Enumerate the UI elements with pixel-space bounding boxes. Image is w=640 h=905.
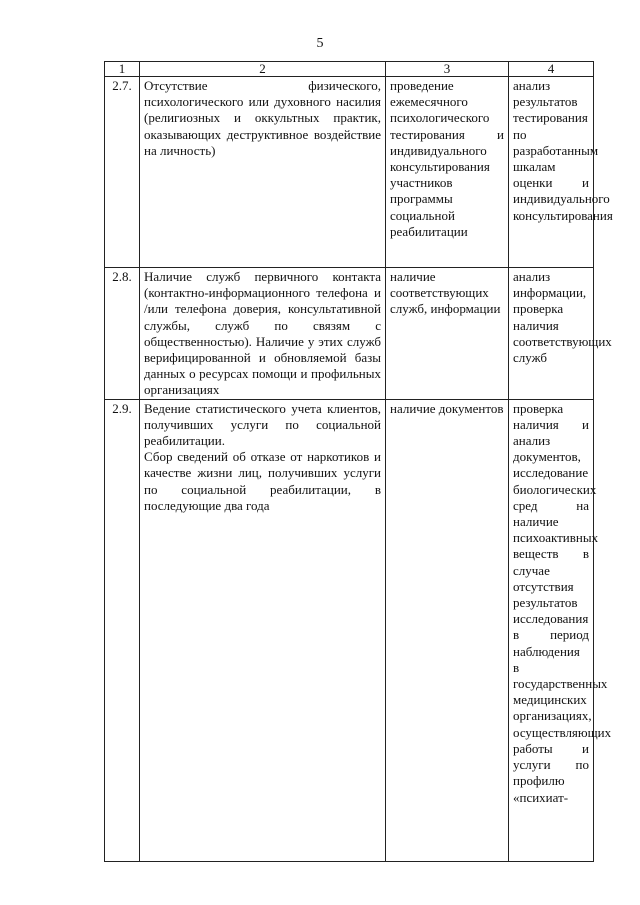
table-row (105, 77, 594, 268)
table-row (105, 399, 594, 861)
indicator-cell: проведение ежемесячного психологического тестирования и индивидуального консультирования участников программы социальной реабилитации (386, 77, 509, 268)
criteria-table (104, 61, 613, 862)
criterion-cell: Наличие служб первичного контакта (контактно-информационного телефона и /или телефона доверия, консультативной службы, служб по связям с общественностью). Наличие у этих служб верифицированной и обновляемой базы данных о ресурсах помощи и профильных организациях (140, 268, 386, 400)
header-cell: 3 (386, 62, 509, 77)
row-number: 2.7. (105, 77, 140, 268)
header-cell: 2 (140, 62, 386, 77)
method-cell: анализ результатов тестирования по разработанным шкалам оценки и индивидуального консультирования (509, 77, 594, 268)
indicator-cell: наличие документов (386, 399, 509, 861)
criterion-cell: Отсутствие физического, психологического или духовного насилия (религиозных и оккультных практик, оказывающих деструктивное воздействие на личность) (140, 77, 386, 268)
criterion-cell (140, 399, 386, 861)
page-number: 5 (316, 36, 324, 51)
method-cell: проверка наличия и анализ документов, исследование биологических сред на наличие психоактивных веществ в случае отсутствия результатов исследования в период наблюдения в государственных медицинских организациях, осуществляющих работы и услуги по профилю «психиат- (509, 399, 594, 861)
header-cell: 4 (509, 62, 594, 77)
header-cell: 1 (105, 62, 140, 77)
method-cell: анализ информации, проверка наличия соответствующих служб (509, 268, 594, 400)
table-row (105, 268, 594, 400)
row-number: 2.9. (105, 399, 140, 861)
criterion-paragraph: Сбор сведений об отказе от наркотиков и качестве жизни лиц, получивших услуги по социальной реабилитации, в последующие два года (144, 449, 381, 513)
criterion-paragraph: Ведение статистического учета клиентов, получивших услуги по социальной реабилитации. (144, 400, 381, 449)
row-number: 2.8. (105, 268, 140, 400)
indicator-cell: наличие соответствующих служб, информации (386, 268, 509, 400)
table-header-row (105, 62, 594, 77)
